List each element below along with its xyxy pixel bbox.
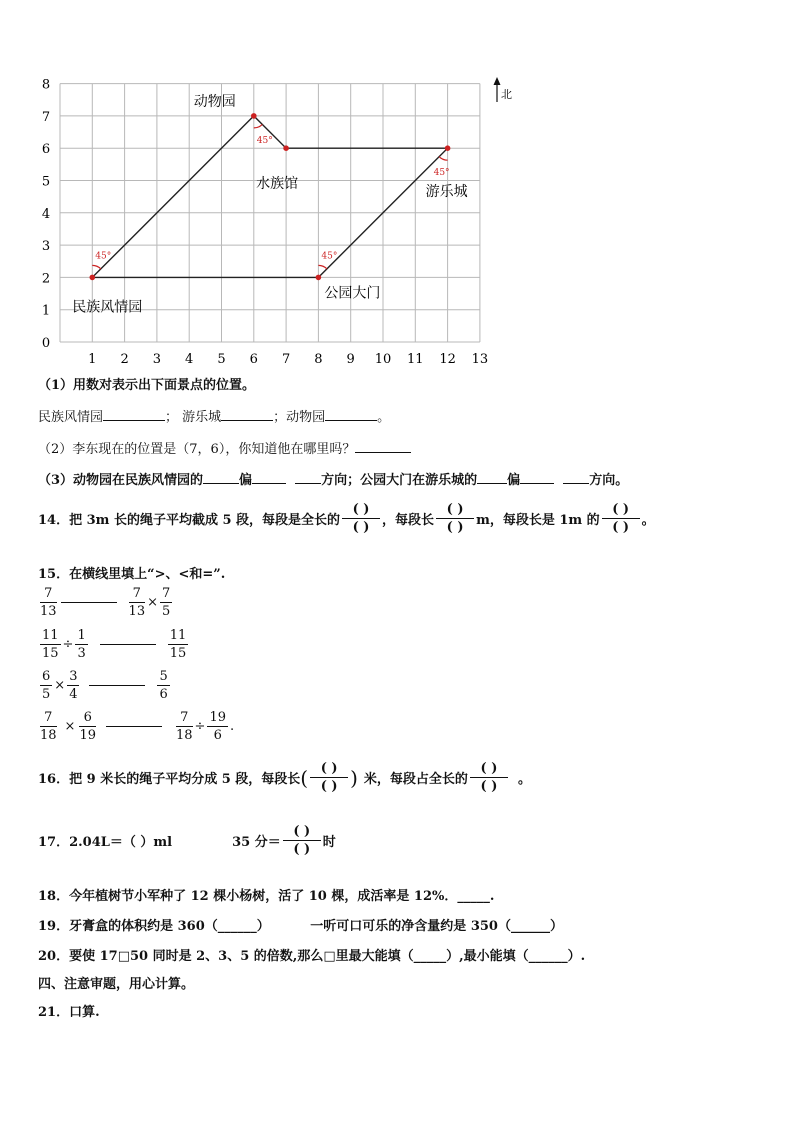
q14-text-b: ，每段长 <box>382 513 435 528</box>
x-tick-label: 2 <box>120 352 129 367</box>
y-tick-label: 2 <box>41 271 51 287</box>
operator: × <box>147 595 158 610</box>
answer-fraction[interactable]: $\frac{( )}{( )}$ <box>283 825 321 856</box>
q19 <box>38 915 563 934</box>
x-tick-label: 13 <box>471 352 489 367</box>
answer-blank[interactable] <box>203 471 239 484</box>
label-aquarium: 水族馆 <box>256 176 299 193</box>
y-tick-label: 1 <box>41 303 51 319</box>
y-tick-label: 8 <box>41 77 51 93</box>
q13-part2-text: （2）李东现在的位置是（7，6），你知道他在哪里吗？ <box>38 442 356 457</box>
operator: ÷ <box>62 637 74 652</box>
place-marker <box>90 275 96 281</box>
x-tick-label: 10 <box>374 352 392 367</box>
q13-end: 。 <box>377 410 391 425</box>
q16-text-c: 。 <box>517 772 531 787</box>
y-tick-label: 4 <box>41 206 51 222</box>
answer-blank[interactable] <box>106 726 162 727</box>
angle-label: 45° <box>256 135 273 146</box>
q14-text-c: m，每段长是 1m 的 <box>476 513 600 528</box>
y-tick-label: 0 <box>41 336 51 351</box>
y-tick-label: 6 <box>41 142 51 158</box>
fraction: $\frac{1}{3}$ <box>77 628 86 661</box>
answer-fraction[interactable]: $\frac{( )}{( )}$ <box>602 503 640 534</box>
q17 <box>38 825 336 856</box>
north-label: 北 <box>501 88 512 101</box>
x-tick-label: 12 <box>439 352 456 367</box>
q18: 18．今年植树节小军种了 12 棵小杨树，活了 10 棵，成活率是 12%．_____. <box>38 889 495 904</box>
q17-text-c: 时 <box>322 835 336 850</box>
q13-label-folk-garden: 民族风情园 <box>38 410 104 425</box>
q14-text-d: 。 <box>641 513 655 528</box>
q13-label-amusement: ； 游乐城 <box>165 410 222 425</box>
fraction: $\frac{5}{6}$ <box>159 669 168 702</box>
answer-fraction[interactable]: $\frac{( )}{( )}$ <box>310 762 348 793</box>
fraction: $\frac{6}{19}$ <box>79 710 96 743</box>
fraction: $\frac{11}{15}$ <box>42 628 59 661</box>
q17-text-a: 17．2.04L＝（ ）ml <box>38 835 173 850</box>
coordinate-map <box>30 70 550 370</box>
x-tick-label: 1 <box>88 352 97 367</box>
angle-arc <box>439 157 448 161</box>
label-park-gate: 公园大门 <box>324 285 381 302</box>
q14 <box>38 503 655 534</box>
fraction: $\frac{7}{5}$ <box>162 586 171 619</box>
y-tick-label: 3 <box>41 239 51 255</box>
x-tick-label: 5 <box>217 352 226 367</box>
q19-text-b: 一听可口可乐的净含量约是 350（______） <box>310 919 563 934</box>
q13-part2 <box>38 438 411 457</box>
fraction: $\frac{7}{13}$ <box>40 586 57 619</box>
operator: ÷ <box>194 719 206 734</box>
operator: × <box>54 678 66 693</box>
q13-part1: （1）用数对表示出下面景点的位置。 <box>38 378 256 393</box>
x-tick-label: 4 <box>185 352 194 367</box>
answer-blank[interactable] <box>103 408 165 421</box>
period: . <box>230 719 235 734</box>
fraction: $\frac{11}{15}$ <box>169 628 187 661</box>
q15-row2 <box>38 629 190 660</box>
fraction: $\frac{3}{4}$ <box>69 669 78 702</box>
x-tick-label: 7 <box>281 352 291 367</box>
x-tick-label: 6 <box>249 352 258 367</box>
label-zoo: 动物园 <box>193 93 236 110</box>
answer-blank[interactable] <box>221 408 273 421</box>
q20: 20．要使 17□50 同时是 2、3、5 的倍数,那么□里最大能填（_____）,最小能填（______）. <box>38 949 586 964</box>
q17-text-b: 35 分＝ <box>232 835 281 850</box>
fraction: $\frac{19}{6}$ <box>209 710 226 743</box>
answer-blank[interactable] <box>295 471 321 484</box>
y-tick-label: 7 <box>41 109 51 125</box>
y-tick-label: 5 <box>41 174 51 190</box>
q13-label-zoo: ；动物园 <box>273 410 326 425</box>
fraction: $\frac{7}{18}$ <box>40 710 57 743</box>
angle-label: 45° <box>433 168 450 179</box>
angle-arc <box>92 265 101 269</box>
q16-text-a: 16．把 9 米长的绳子平均分成 5 段，每段长 <box>38 772 301 787</box>
q13-part3-text-d: 偏 <box>507 473 521 488</box>
north-arrow-head-icon <box>494 77 501 85</box>
q15-row4 <box>38 711 234 742</box>
angle-label: 45° <box>95 251 112 262</box>
q15-row1 <box>38 587 174 618</box>
q16-text-b: 米，每段占全长的 <box>363 772 468 787</box>
answer-blank[interactable] <box>477 471 507 484</box>
place-marker <box>283 145 289 151</box>
place-marker <box>445 145 451 151</box>
answer-blank[interactable] <box>355 440 411 453</box>
q13-part3-text-a: （3）动物园在民族风情园的 <box>38 473 204 488</box>
answer-blank[interactable] <box>61 602 117 603</box>
answer-blank[interactable] <box>520 471 554 484</box>
angle-arc <box>254 124 262 128</box>
x-tick-label: 9 <box>346 352 355 367</box>
q13-part3-text-e: 方向。 <box>589 473 629 488</box>
q13-part3 <box>38 469 628 488</box>
q13-part3-text-b: 偏 <box>239 473 253 488</box>
q19-text-a: 19．牙膏盒的体积约是 360（______） <box>38 919 270 934</box>
fraction: $\frac{7}{13}$ <box>128 586 146 619</box>
answer-fraction[interactable]: $\frac{( )}{( )}$ <box>470 762 508 793</box>
operator: × <box>64 719 76 734</box>
section-4-heading: 四、注意审题，用心计算。 <box>38 977 195 992</box>
q15-title: 15．在横线里填上“>、<和=”. <box>38 567 226 582</box>
label-folk-garden: 民族风情园 <box>72 299 143 316</box>
q14-text-a: 14．把 3m 长的绳子平均截成 5 段，每段是全长的 <box>38 513 341 528</box>
fraction: $\frac{6}{5}$ <box>42 669 51 702</box>
q13-part1-fill <box>38 406 390 425</box>
label-amusement: 游乐城 <box>425 184 468 201</box>
answer-blank[interactable] <box>325 408 377 421</box>
answer-blank[interactable] <box>252 471 286 484</box>
answer-blank[interactable] <box>100 644 156 645</box>
q16: 16．把 9 米长的绳子平均分成 5 段，每段长 ( $\frac{( )}{( )}$ ) 米，每段占全长的 $\frac{( )}{( )}$ 。 <box>38 761 531 794</box>
q15-row3 <box>38 670 172 701</box>
place-marker <box>316 275 322 281</box>
answer-fraction[interactable]: $\frac{( )}{( )}$ <box>342 503 380 534</box>
q21: 21．口算. <box>38 1005 100 1020</box>
q13-part3-text-c: 方向；公园大门在游乐城的 <box>321 473 478 488</box>
answer-blank[interactable] <box>563 471 589 484</box>
answer-blank[interactable] <box>89 685 145 686</box>
x-tick-label: 8 <box>314 352 323 367</box>
place-marker <box>251 113 257 119</box>
answer-fraction[interactable]: $\frac{( )}{( )}$ <box>436 503 474 534</box>
x-tick-label: 11 <box>407 352 424 367</box>
angle-arc <box>318 265 327 269</box>
fraction: $\frac{7}{18}$ <box>176 710 193 743</box>
angle-label: 45° <box>321 251 338 262</box>
x-tick-label: 3 <box>152 352 162 367</box>
